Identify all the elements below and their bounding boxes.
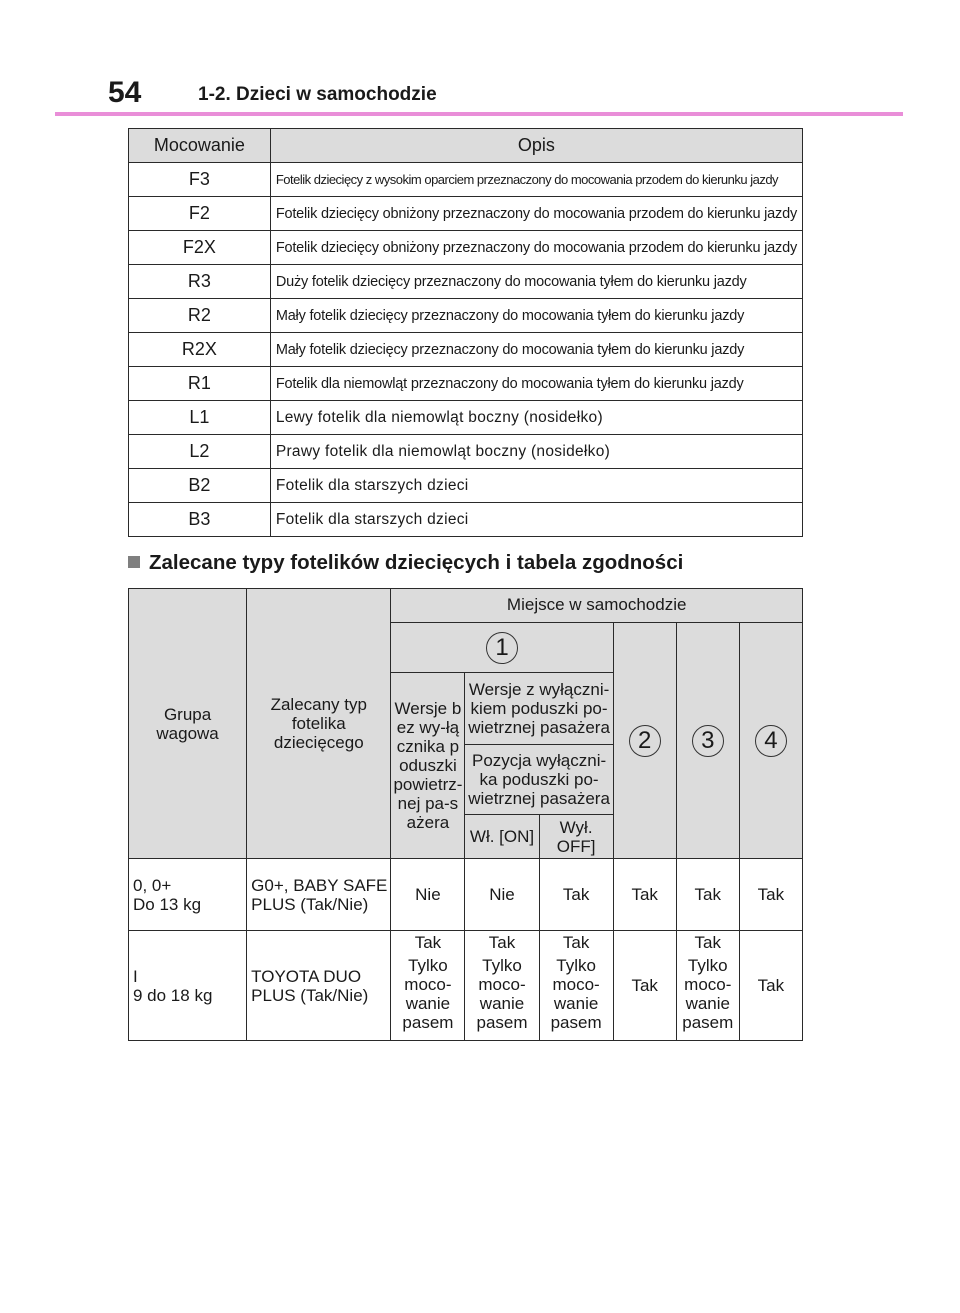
compat-note: Tylko moco-wanie pasem: [402, 956, 454, 1032]
weight-group: I 9 do 18 kg: [129, 931, 247, 1041]
mount-code: R1: [129, 367, 271, 401]
seat-type-header: Zalecany typ fotelika dziecięcego: [247, 589, 391, 859]
position-1-icon: 1: [486, 632, 518, 664]
compat-cell: Tak: [676, 859, 739, 931]
compat-value: Tak: [694, 933, 721, 952]
mount-code: B3: [129, 503, 271, 537]
mount-description: Mały fotelik dziecięcy przeznaczony do mocowania tyłem do kierunku jazdy: [270, 299, 802, 333]
table-row: [129, 859, 803, 931]
table-row: [129, 367, 803, 401]
compat-cell: [391, 931, 465, 1041]
compat-cell: Tak: [739, 931, 802, 1041]
switch-on-header: Wł. [ON]: [465, 815, 539, 859]
mount-code: F2: [129, 197, 271, 231]
compat-cell: Tak: [613, 859, 676, 931]
table-row: [129, 931, 803, 1041]
table-row: [129, 333, 803, 367]
header-rule: [55, 112, 903, 116]
column-header-mocowanie: Mocowanie: [129, 129, 271, 163]
table-row: [129, 401, 803, 435]
mount-description: Fotelik dla niemowląt przeznaczony do mocowania tyłem do kierunku jazdy: [270, 367, 802, 401]
mount-code: R3: [129, 265, 271, 299]
mount-description: Prawy fotelik dla niemowląt boczny (nosidełko): [270, 435, 802, 469]
position-3-header: [676, 623, 739, 859]
table-header-row: [129, 129, 803, 163]
section-title: 1-2. Dzieci w samochodzie: [198, 84, 437, 105]
subheading: [128, 551, 683, 575]
mount-code: L1: [129, 401, 271, 435]
mount-code: R2: [129, 299, 271, 333]
table-row: [129, 163, 803, 197]
position-header: Miejsce w samochodzie: [391, 589, 803, 623]
compat-cell: [676, 931, 739, 1041]
mount-description: Fotelik dziecięcy obniżony przeznaczony do mocowania przodem do kierunku jazdy: [270, 197, 802, 231]
switch-position-header: Pozycja wyłączni-ka poduszki po-wietrznej pasażera: [465, 745, 613, 815]
compat-cell: Nie: [465, 859, 539, 931]
position-2-icon: 2: [629, 725, 661, 757]
mount-description: Mały fotelik dziecięcy przeznaczony do mocowania tyłem do kierunku jazdy: [270, 333, 802, 367]
seat-type: G0+, BABY SAFE PLUS (Tak/Nie): [247, 859, 391, 931]
table-row: [129, 469, 803, 503]
position-4-header: [739, 623, 802, 859]
no-switch-header: Wersje bez wy-łącznika poduszki powietrz-nej pa-sażera: [391, 673, 465, 859]
page-number: 54: [108, 76, 142, 109]
mount-description: Fotelik dziecięcy z wysokim oparciem przeznaczony do mocowania przodem do kierunku jazdy: [270, 163, 802, 197]
position-2-header: [613, 623, 676, 859]
compatibility-table: [128, 588, 803, 1041]
table-row: [129, 435, 803, 469]
seat-type: TOYOTA DUO PLUS (Tak/Nie): [247, 931, 391, 1041]
mount-description: Fotelik dziecięcy obniżony przeznaczony do mocowania przodem do kierunku jazdy: [270, 231, 802, 265]
compat-note: Tylko moco-wanie pasem: [476, 956, 528, 1032]
table-row: [129, 231, 803, 265]
column-header-opis: Opis: [270, 129, 802, 163]
compat-value: Tak: [562, 933, 590, 952]
table-row: [129, 299, 803, 333]
compat-cell: Nie: [391, 859, 465, 931]
table-row: [129, 265, 803, 299]
group-header: Grupa wagowa: [129, 589, 247, 859]
position-1-header: [391, 623, 613, 673]
square-bullet-icon: [128, 556, 140, 568]
subheading-text: Zalecane typy fotelików dziecięcych i tabela zgodności: [149, 551, 684, 574]
mount-code: F3: [129, 163, 271, 197]
compat-cell: [465, 931, 539, 1041]
mount-description: Fotelik dla starszych dzieci: [270, 503, 802, 537]
compat-note: Tylko moco-wanie pasem: [550, 956, 602, 1032]
position-3-icon: 3: [692, 725, 724, 757]
compat-cell: Tak: [539, 859, 613, 931]
weight-group: 0, 0+ Do 13 kg: [129, 859, 247, 931]
table-row: [129, 503, 803, 537]
mount-code: B2: [129, 469, 271, 503]
switch-off-header: Wył. OFF]: [539, 815, 613, 859]
with-switch-header: Wersje z wyłączni-kiem poduszki po-wietrznej pasażera: [465, 673, 613, 745]
mount-description: Lewy fotelik dla niemowląt boczny (nosidełko): [270, 401, 802, 435]
mounting-codes-table: [128, 128, 803, 537]
mount-description: Duży fotelik dziecięcy przeznaczony do mocowania tyłem do kierunku jazdy: [270, 265, 802, 299]
compat-value: Tak: [414, 933, 442, 952]
compat-cell: Tak: [613, 931, 676, 1041]
position-4-icon: 4: [755, 725, 787, 757]
compat-note: Tylko moco-wanie pasem: [682, 956, 734, 1032]
mount-code: F2X: [129, 231, 271, 265]
table-row: [129, 197, 803, 231]
mount-code: R2X: [129, 333, 271, 367]
compat-cell: [539, 931, 613, 1041]
mount-description: Fotelik dla starszych dzieci: [270, 469, 802, 503]
compat-value: Tak: [488, 933, 516, 952]
compat-cell: Tak: [739, 859, 802, 931]
mount-code: L2: [129, 435, 271, 469]
